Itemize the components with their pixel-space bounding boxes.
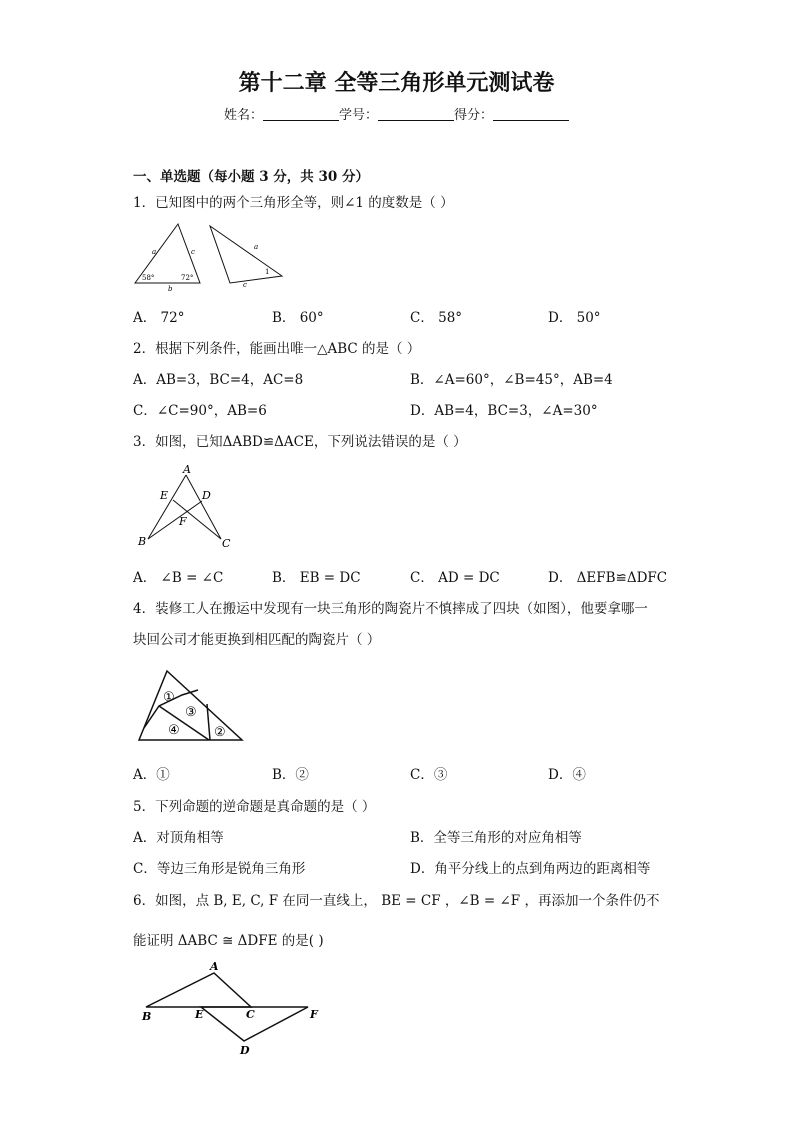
question-5-option-c[interactable]: C．等边三角形是锐角三角形	[133, 861, 306, 877]
triangle-right	[210, 226, 282, 283]
section-heading: 一、单选题（每小题 3 分，共 30 分）	[133, 169, 369, 185]
score-label: 得分：	[454, 108, 494, 123]
question-4-option-c[interactable]: C．③	[410, 767, 448, 783]
fig3-label-e: E	[160, 489, 169, 502]
fig4-crack-2	[159, 706, 209, 740]
question-1-option-d[interactable]: D． 50°	[548, 310, 601, 326]
question-6-text-line-1: 6．如图，点 B, E, C, F 在同一直线上， BE = CF ，∠B = ∠F ，再添加一个条件仍不	[133, 893, 660, 909]
question-3-option-c[interactable]: C． AD = DC	[410, 570, 500, 586]
id-label: 学号：	[338, 108, 378, 123]
fig3-label-a: A	[183, 463, 191, 476]
name-label: 姓名：	[223, 108, 263, 123]
question-1-option-c[interactable]: C． 58°	[410, 310, 463, 326]
fig3-line-bd	[148, 501, 202, 539]
question-3-option-b[interactable]: B． EB = DC	[272, 570, 361, 586]
question-2-text: 2．根据下列条件，能画出唯一△ABC 的是（ ）	[133, 341, 421, 357]
question-4-option-b[interactable]: B．②	[272, 767, 309, 783]
fig1-label-c-right: c	[243, 281, 247, 289]
question-5-option-d[interactable]: D．角平分线上的点到角两边的距离相等	[410, 861, 651, 877]
student-info-line	[0, 104, 793, 123]
fig3-label-f: F	[179, 515, 187, 528]
question-3-option-d[interactable]: D． ΔEFB≌ΔDFC	[548, 570, 668, 586]
question-3-text: 3．如图，已知ΔABD≌ΔACE，下列说法错误的是（ ）	[133, 434, 467, 450]
fig4-piece-4: ④	[168, 723, 180, 738]
question-1-option-b[interactable]: B． 60°	[272, 310, 324, 326]
fig6-label-a: A	[210, 960, 219, 973]
fig6-label-b: B	[142, 1010, 152, 1023]
fig4-piece-1: ①	[163, 690, 175, 705]
fig6-label-e: E	[195, 1008, 204, 1021]
question-4-option-a[interactable]: A．①	[133, 767, 170, 783]
question-1-figure	[130, 218, 300, 294]
question-4-figure	[136, 666, 248, 744]
page-title: 第十二章 全等三角形单元测试卷	[238, 71, 555, 96]
fig3-label-d: D	[202, 489, 211, 502]
fig1-label-a-right: a	[254, 243, 259, 251]
fig1-label-b-left: b	[168, 285, 173, 293]
question-2-option-d[interactable]: D．AB=4，BC=3，∠A=30°	[410, 403, 598, 419]
fig1-angle-72: 72°	[181, 274, 194, 282]
score-blank	[493, 108, 569, 121]
fig6-label-f: F	[310, 1008, 318, 1021]
question-2-option-a[interactable]: A．AB=3，BC=4，AC=8	[133, 372, 304, 388]
question-5-option-a[interactable]: A．对顶角相等	[133, 830, 224, 846]
question-2-option-c[interactable]: C．∠C=90°，AB=6	[133, 403, 267, 419]
fig3-label-c: C	[222, 537, 231, 550]
question-4-text-line-2: 块回公司才能更换到相匹配的陶瓷片（ ）	[133, 632, 381, 648]
question-3-figure	[133, 461, 243, 553]
fig6-label-c: C	[246, 1008, 255, 1021]
fig4-piece-3: ③	[185, 705, 197, 720]
name-blank	[263, 108, 339, 121]
fig6-triangle-abc	[146, 973, 251, 1007]
fig3-line-ab	[148, 475, 186, 539]
question-4-option-d[interactable]: D．④	[548, 767, 586, 783]
question-1-text: 1．已知图中的两个三角形全等，则∠1 的度数是（ ）	[133, 195, 454, 211]
fig1-label-a-left: a	[152, 248, 157, 256]
id-blank	[378, 108, 454, 121]
fig6-label-d: D	[240, 1044, 250, 1057]
fig3-line-ac	[186, 475, 221, 539]
question-2-option-b[interactable]: B．∠A=60°，∠B=45°，AB=4	[410, 372, 613, 388]
fig4-piece-2: ②	[214, 725, 226, 740]
question-5-option-b[interactable]: B．全等三角形的对应角相等	[410, 830, 582, 846]
question-3-option-a[interactable]: A． ∠B = ∠C	[133, 570, 224, 586]
question-4-text-line-1: 4．装修工人在搬运中发现有一块三角形的陶瓷片不慎摔成了四块（如图），他要拿哪一	[133, 601, 648, 617]
question-5-text: 5．下列命题的逆命题是真命题的是（ ）	[133, 799, 376, 815]
fig1-label-c-left: c	[191, 248, 195, 256]
question-6-figure	[136, 958, 332, 1058]
fig1-label-1: 1	[265, 268, 270, 276]
question-6-text-line-2: 能证明 ΔABC ≅ ΔDFE 的是( )	[133, 933, 324, 949]
fig3-label-b: B	[138, 535, 147, 548]
question-1-option-a[interactable]: A． 72°	[133, 310, 185, 326]
fig1-angle-58: 58°	[142, 274, 155, 282]
